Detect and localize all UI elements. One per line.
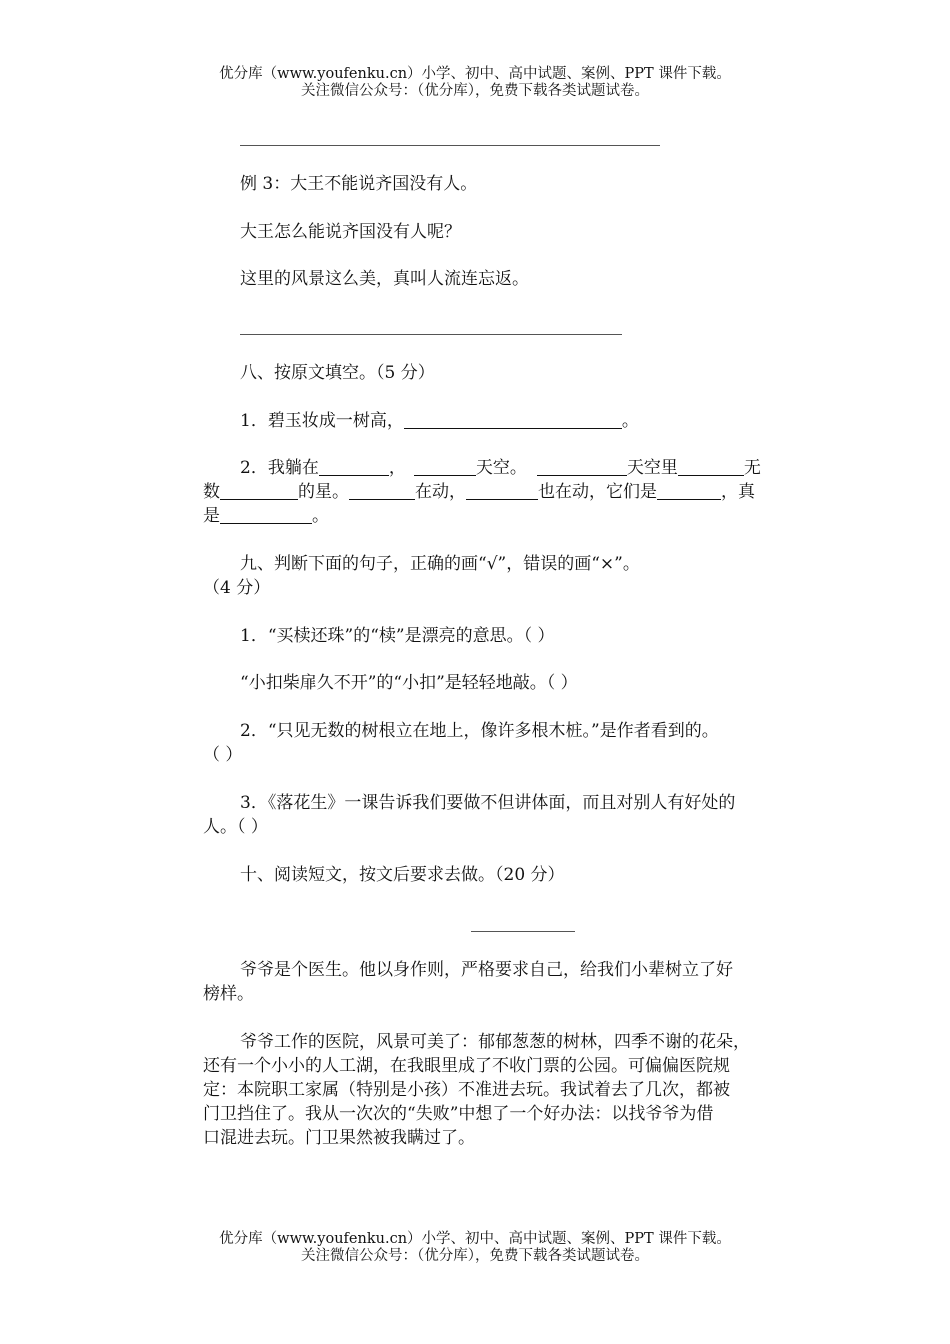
q1-end: 。 [621,411,639,431]
answer-line-2 [240,334,622,335]
footer-line-2: 关注微信公众号：（优分库），免费下载各类试题试卷。 [301,1248,649,1264]
section9-q1b: “小扣柴扉久不开”的“小扣”是轻轻地敲。（ ） [240,673,578,693]
section9-q3: 3．《落花生》一课告诉我们要做不但讲体面，而且对别人有好处的 [240,793,736,813]
passage-para2-line: 门卫挡住了。我从一次次的“失败”中想了一个好办法：以找爷爷为借 [203,1104,714,1124]
q2-part: 是 [203,506,220,526]
q2-part: 在动， [415,482,466,502]
header-line-2: 关注微信公众号：（优分库），免费下载各类试题试卷。 [301,83,649,99]
header-line-1: 优分库（www.youfenku.cn）小学、初中、高中试题、案例、PPT 课件下载。 [219,66,731,82]
q2-blank-4[interactable] [678,457,744,476]
passage-para2-line: 定：本院职工家属（特别是小孩）不准进去玩。我试着去了几次，都被 [203,1080,730,1100]
section9-q3-cont: 人。（ ） [203,817,268,837]
page-footer [0,1231,950,1265]
q1-text: 1．碧玉妆成一树高， [240,411,404,431]
passage-para1-line2: 榜样。 [203,984,254,1004]
section8-q2-line1 [240,456,761,480]
q2-part: 数 [203,482,220,502]
section8-q2-line3 [203,504,329,528]
q2-blank-9[interactable] [220,505,312,524]
passage-para2-line: 还有一个小小的人工湖，在我眼里成了不收门票的公园。可偏偏医院规 [203,1056,730,1076]
q2-part: 也在动，它们是 [538,482,657,502]
q2-blank-1[interactable] [319,457,389,476]
example3-sentence: 这里的风景这么美，真叫人流连忘返。 [240,269,529,289]
q2-part: ，真 [721,482,755,502]
q2-part: 天空里 [626,458,678,478]
q2-part: 2．我躺在 [240,458,319,478]
footer-line-1: 优分库（www.youfenku.cn）小学、初中、高中试题、案例、PPT 课件下载。 [219,1231,731,1247]
section8-title: 八、按原文填空。（5 分） [240,363,435,383]
passage-para1-line1: 爷爷是个医生。他以身作则，严格要求自己，给我们小辈树立了好 [240,960,733,980]
section9-score: （4 分） [203,578,271,598]
q2-blank-3[interactable] [537,457,627,476]
section9-q1: 1．“买椟还珠”的“椟”是漂亮的意思。（ ） [240,626,555,646]
passage-para2-line: 爷爷工作的医院，风景可美了：郁郁葱葱的树林，四季不谢的花朵， [240,1032,750,1052]
q2-part: 。 [312,506,329,526]
section8-q1 [240,409,639,433]
q2-blank-7[interactable] [466,481,538,500]
section9-q2-bracket: （ ） [203,745,243,765]
example3-label: 例 3：大王不能说齐国没有人。 [240,174,478,194]
q2-blank-5[interactable] [220,481,298,500]
q2-part: 的星。 [298,482,349,502]
passage-para2-line: 口混进去玩。门卫果然被我瞒过了。 [203,1128,475,1148]
answer-line-1 [240,145,660,146]
page-header [0,66,950,100]
q2-part: 天空。 [475,458,527,478]
q1-blank[interactable] [404,410,622,429]
q2-part: 无 [743,458,761,478]
section8-q2-line2 [203,480,755,504]
q2-blank-6[interactable] [349,481,415,500]
q2-blank-8[interactable] [657,481,721,500]
section9-q2: 2．“只见无数的树根立在地上，像许多根木桩。”是作者看到的。 [240,721,719,741]
section9-title: 九、判断下面的句子，正确的画“√”，错误的画“×”。 [240,554,640,574]
example3-rhetorical: 大王怎么能说齐国没有人呢？ [240,222,461,242]
passage-title-blank[interactable] [471,931,575,932]
section10-title: 十、阅读短文，按文后要求去做。（20 分） [240,865,565,885]
q2-part: ， [388,458,406,478]
q2-blank-2[interactable] [414,457,476,476]
